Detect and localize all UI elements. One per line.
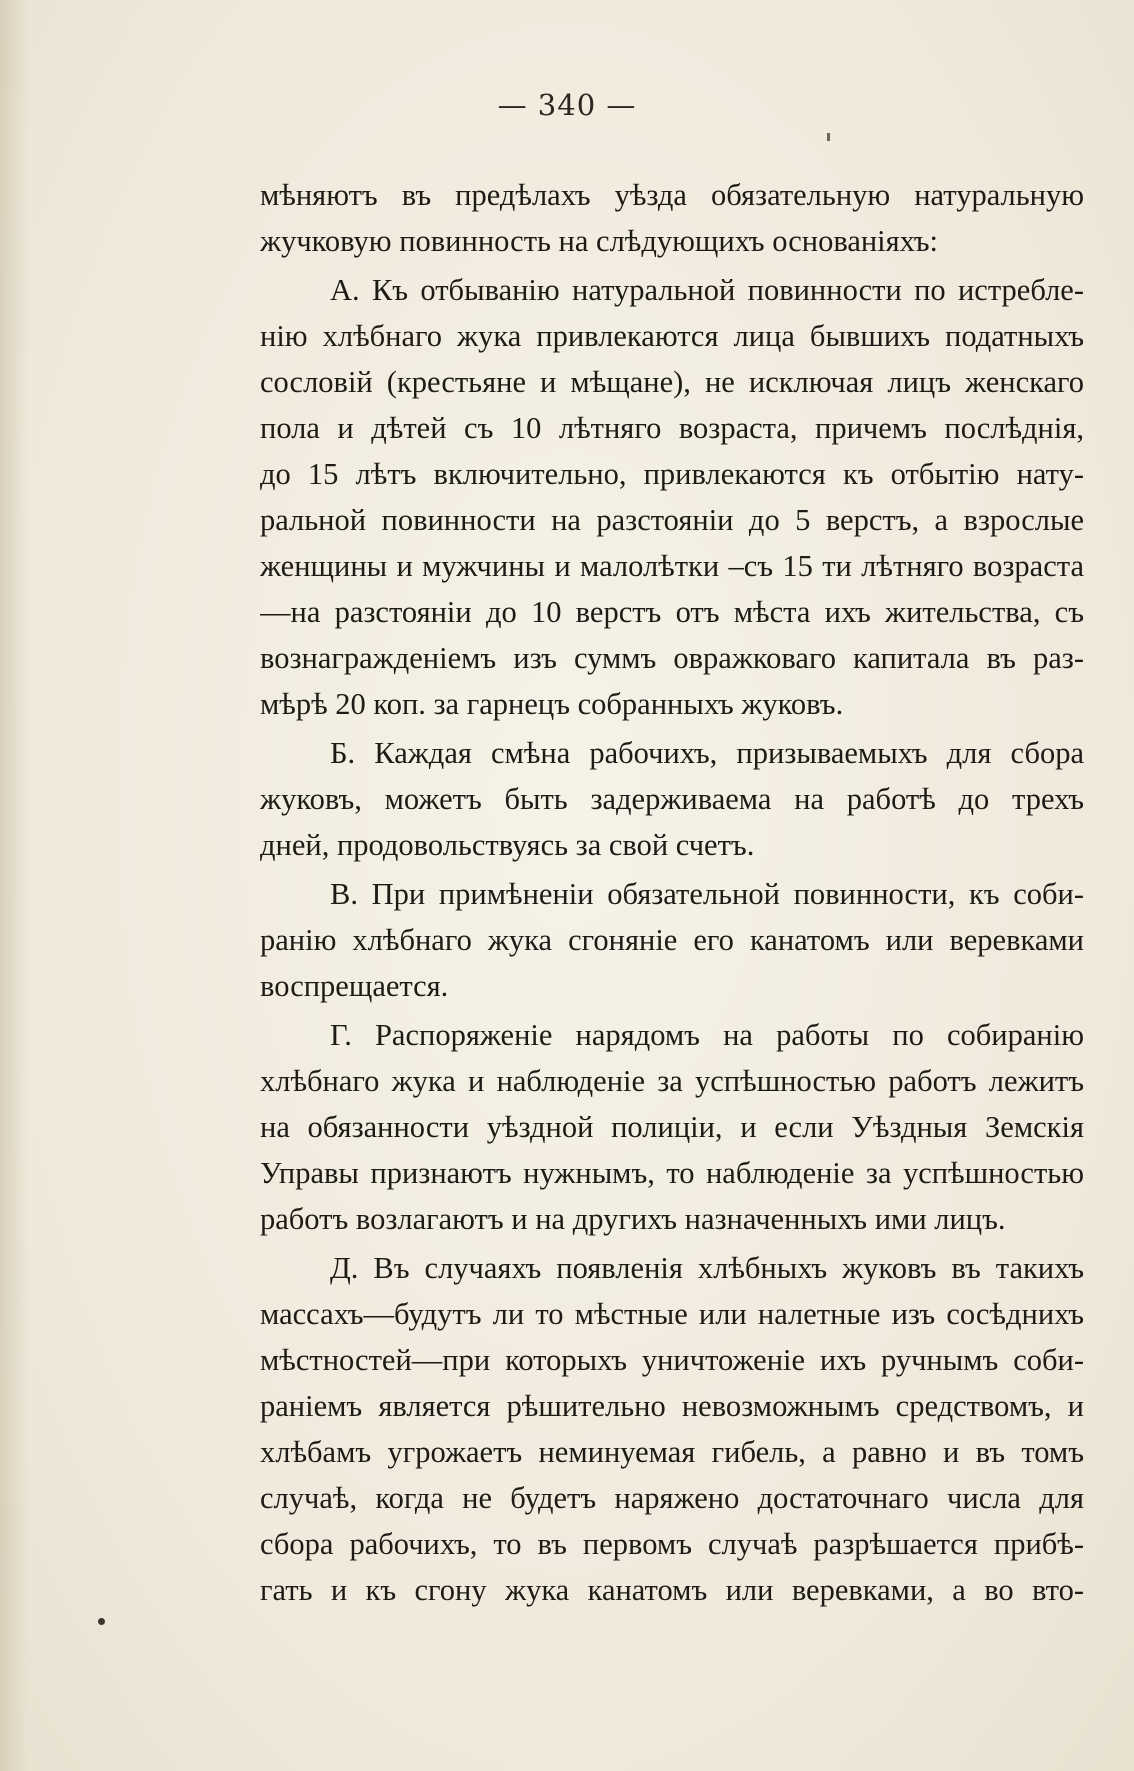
- text-line: мѣрѣ 20 коп. за гарнецъ собранныхъ жуковъ.: [260, 687, 844, 721]
- text-line: гать и къ сгону жука канатомъ или веревками, а во вто-: [260, 1573, 1084, 1607]
- text-line: мѣняютъ въ предѣлахъ уѣзда обязательную натуральную: [260, 178, 1084, 212]
- text-line: А. Къ отбыванію натуральной повинности по истребле-: [330, 273, 1084, 307]
- text-line: дней, продовольствуясь за свой счетъ.: [260, 828, 755, 862]
- text-line: Г. Распоряженіе нарядомъ на работы по собиранію: [330, 1018, 1084, 1052]
- text-line: Д. Въ случаяхъ появленія хлѣбныхъ жуковъ въ такихъ: [330, 1251, 1084, 1285]
- text-line: массахъ—будутъ ли то мѣстные или налетные изъ сосѣднихъ: [260, 1297, 1084, 1331]
- text-line: Б. Каждая смѣна рабочихъ, призываемыхъ для сбора: [330, 736, 1084, 770]
- text-line: хлѣбнаго жука и наблюденіе за успѣшностью работъ лежитъ: [260, 1064, 1084, 1098]
- text-line: раніемъ является рѣшительно невозможнымъ средствомъ, и: [260, 1389, 1084, 1423]
- text-line: жучковую повинность на слѣдующихъ основаніяхъ:: [260, 224, 939, 258]
- text-line: мѣстностей—при которыхъ уничтоженіе ихъ ручнымъ соби-: [260, 1343, 1084, 1377]
- text-line: жуковъ, можетъ быть задерживаема на работѣ до трехъ: [260, 782, 1084, 816]
- text-line: женщины и мужчины и малолѣтки –съ 15 ти лѣтняго возраста: [260, 549, 1084, 583]
- text-line: работъ возлагаютъ и на другихъ назначенныхъ ими лицъ.: [260, 1202, 1006, 1236]
- page-number: — 340 —: [497, 88, 637, 122]
- page-binding-shadow: [0, 0, 28, 1771]
- text-line: вознагражденіемъ изъ суммъ овражковаго капитала въ раз-: [260, 641, 1084, 675]
- body-text: [260, 172, 1084, 1613]
- text-line: Управы признаютъ нужнымъ, то наблюденіе за успѣшностью: [260, 1156, 1084, 1190]
- text-line: на обязанности уѣздной полиціи, и если Уѣздныя Земскія: [260, 1110, 1084, 1144]
- text-line: хлѣбамъ угрожаетъ неминуемая гибель, а равно и въ томъ: [260, 1435, 1084, 1469]
- text-line: ральной повинности на разстояніи до 5 верстъ, а взрослые: [260, 503, 1084, 537]
- ink-mark: [827, 133, 830, 141]
- text-line: сословій (крестьяне и мѣщане), не исключая лицъ женскаго: [260, 365, 1084, 399]
- margin-dot: [98, 1618, 105, 1625]
- text-line: до 15 лѣтъ включительно, привлекаются къ отбытію нату-: [260, 457, 1084, 491]
- text-line: случаѣ, когда не будетъ наряжено достаточнаго числа для: [260, 1481, 1084, 1515]
- text-line: ранію хлѣбнаго жука сгоняніе его канатомъ или веревками: [260, 923, 1084, 957]
- text-line: воспрещается.: [260, 969, 449, 1003]
- text-line: пола и дѣтей съ 10 лѣтняго возраста, причемъ послѣднія,: [260, 411, 1084, 445]
- text-line: сбора рабочихъ, то въ первомъ случаѣ разрѣшается прибѣ-: [260, 1527, 1084, 1561]
- text-line: В. При примѣненіи обязательной повинности, къ соби-: [330, 877, 1084, 911]
- text-line: нію хлѣбнаго жука привлекаются лица бывшихъ податныхъ: [260, 319, 1084, 353]
- text-line: —на разстояніи до 10 верстъ отъ мѣста ихъ жительства, съ: [260, 595, 1084, 629]
